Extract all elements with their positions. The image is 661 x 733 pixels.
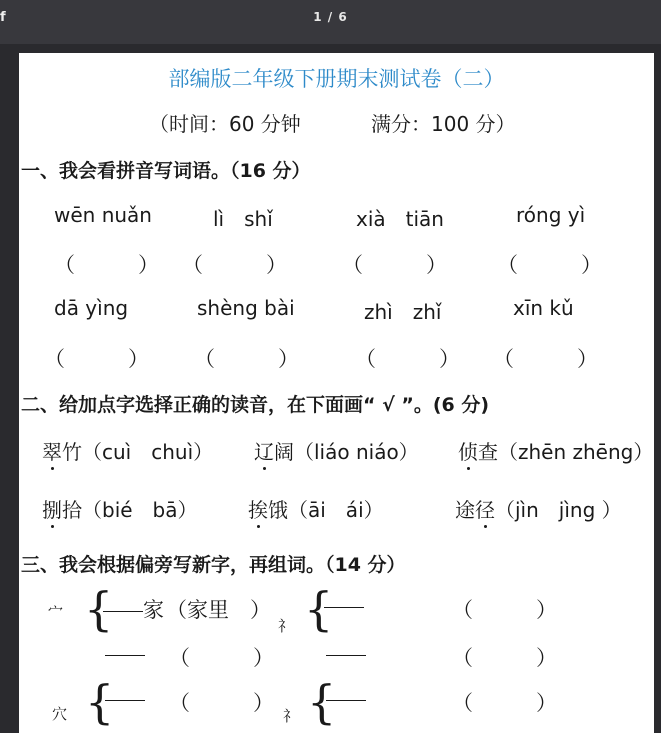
pinyin-item: zhì zhǐ <box>364 300 442 324</box>
answer-blank[interactable]: （ ） <box>493 347 598 371</box>
reading-options[interactable]: （jìn jìng ） <box>495 498 622 522</box>
blank-line <box>326 655 366 656</box>
blank-line <box>103 611 143 612</box>
reading-item: 翠竹（cuì chuì） <box>42 436 213 465</box>
answer-blank[interactable]: （ ） <box>194 347 299 371</box>
page-title: 部编版二年级下册期末测试卷（二） <box>168 67 505 91</box>
reading-options[interactable]: （āi ái） <box>288 498 384 522</box>
radical-label: 礻 <box>278 617 294 635</box>
answer-line[interactable] <box>105 687 145 711</box>
answer-line[interactable] <box>105 642 145 666</box>
radical-label: 宀 <box>48 603 64 621</box>
viewer-toolbar <box>0 0 661 44</box>
reading-item: 辽阔（liáo niáo） <box>254 436 419 465</box>
answer-blank[interactable]: （ ） <box>169 646 274 670</box>
answer-line[interactable] <box>326 642 366 666</box>
radical-label: 礻 <box>283 707 299 725</box>
radical-label: 穴 <box>52 705 68 723</box>
dotted-char: 辽 <box>254 436 274 465</box>
answer-blank[interactable]: （ ） <box>452 691 557 715</box>
reading-options[interactable]: （bié bā） <box>82 498 198 522</box>
section-1-heading: 一、我会看拼音写词语。（16 分） <box>21 160 311 182</box>
dotted-char: 挨 <box>248 494 268 523</box>
toolbar-title-fragment: f <box>0 10 6 25</box>
exam-score: 满分：100 分） <box>371 112 516 136</box>
reading-item: 捌拾（bié bā） <box>42 494 198 523</box>
pinyin-item: lì shǐ <box>213 207 273 231</box>
answer-blank[interactable]: （ ） <box>452 646 557 670</box>
blank-line <box>105 655 145 656</box>
pinyin-item: xīn kǔ <box>513 296 574 320</box>
pinyin-item: shèng bài <box>197 296 295 320</box>
answer-blank[interactable]: （ ） <box>44 347 149 371</box>
pinyin-item: xià tiān <box>356 207 444 231</box>
reading-options[interactable]: （liáo niáo） <box>294 440 419 464</box>
reading-item: 侦查（zhēn zhēng） <box>458 436 653 465</box>
dotted-char: 侦 <box>458 436 478 465</box>
answer-blank[interactable]: （ ） <box>182 253 287 277</box>
dotted-char: 径 <box>475 494 495 523</box>
pinyin-item: wēn nuǎn <box>54 203 152 227</box>
reading-options[interactable]: （zhēn zhēng） <box>498 440 654 464</box>
pinyin-item: dā yìng <box>54 296 129 320</box>
answer-line[interactable] <box>326 687 366 711</box>
blank-line <box>105 700 145 701</box>
brace-icon: { <box>84 582 114 636</box>
answer-blank[interactable]: （ ） <box>497 253 602 277</box>
answer-blank[interactable]: （ ） <box>54 253 159 277</box>
example-answer: 家 <box>103 594 164 624</box>
brace-icon: { <box>307 675 337 729</box>
blank-line <box>326 700 366 701</box>
reading-item: 挨饿（āi ái） <box>248 494 384 523</box>
section-2-heading: 二、给加点字选择正确的读音，在下面画“ √ ”。(6 分) <box>21 394 490 416</box>
answer-line[interactable] <box>324 594 364 618</box>
answer-blank[interactable]: （ ） <box>169 691 274 715</box>
answer-blank[interactable]: （ ） <box>342 253 447 277</box>
document-page <box>19 53 654 733</box>
dotted-char: 捌 <box>42 494 62 523</box>
answer-blank[interactable]: （ ） <box>452 598 557 622</box>
brace-icon: { <box>304 582 334 636</box>
answer-blank[interactable]: （ ） <box>355 347 460 371</box>
reading-item: 途径（jìn jìng ） <box>455 494 622 523</box>
pinyin-item: róng yì <box>516 203 586 227</box>
reading-options[interactable]: （cuì chuì） <box>82 440 214 464</box>
dotted-char: 翠 <box>42 436 62 465</box>
section-3-heading: 三、我会根据偏旁写新字，再组词。（14 分） <box>21 554 406 576</box>
brace-icon: { <box>85 675 115 729</box>
example-word: （家里 ） <box>166 598 271 622</box>
page-indicator: 1 / 6 <box>313 10 348 24</box>
exam-time: （时间：60 分钟 <box>149 112 301 136</box>
blank-line <box>324 607 364 608</box>
